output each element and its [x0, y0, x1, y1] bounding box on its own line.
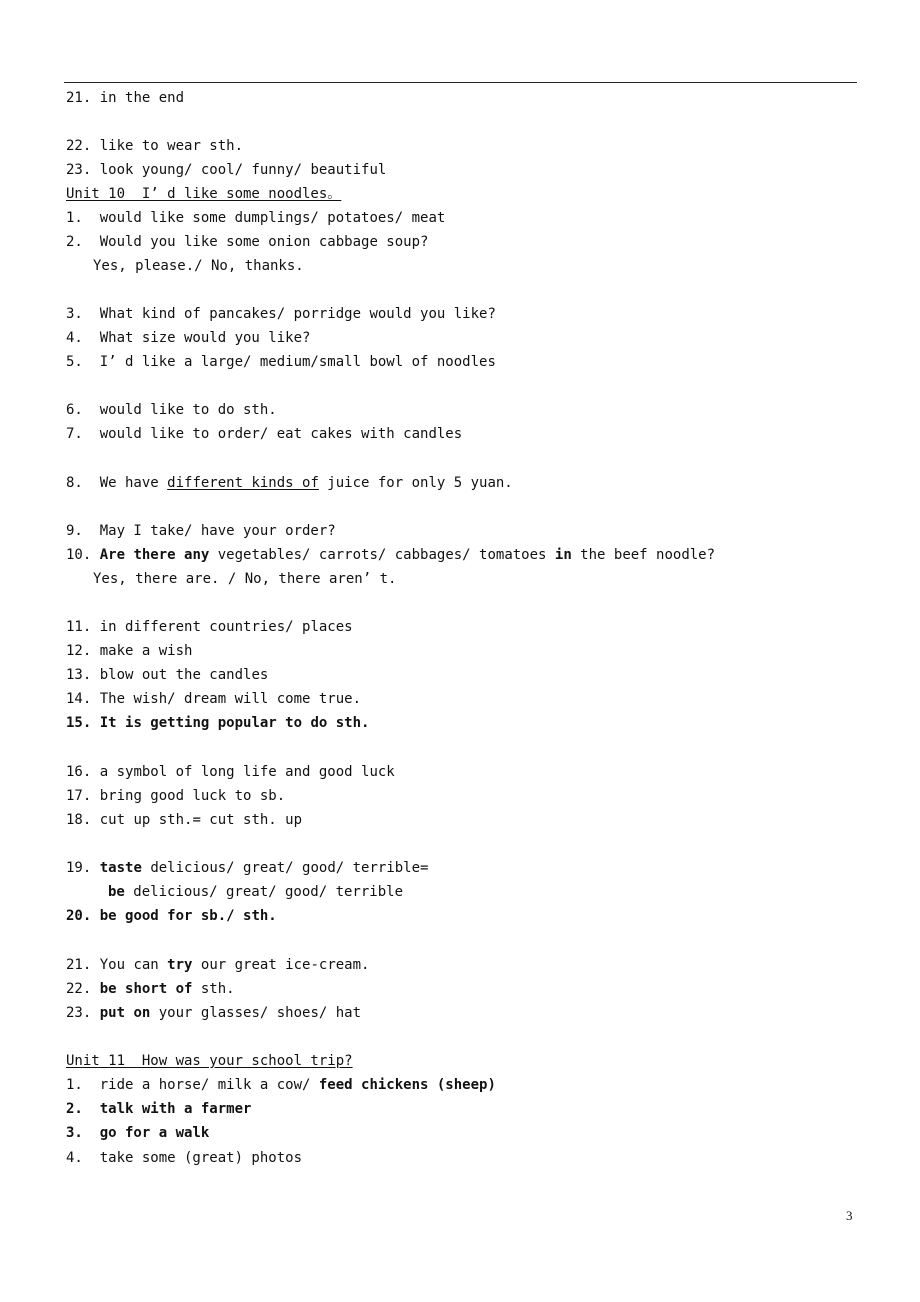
list-item: 9. May I take/ have your order?	[66, 523, 336, 539]
list-item: 19. taste delicious/ great/ good/ terrible=	[66, 860, 429, 876]
list-item: 3. What kind of pancakes/ porridge would you like?	[66, 306, 496, 322]
unit-11-heading: Unit 11 How was your school trip?	[66, 1053, 353, 1069]
list-item: 13. blow out the candles	[66, 667, 269, 683]
list-item: 23. put on your glasses/ shoes/ hat	[66, 1005, 362, 1021]
list-item: 12. make a wish	[66, 643, 193, 659]
list-item: 18. cut up sth.= cut sth. up	[66, 812, 303, 828]
list-item-continuation: be delicious/ great/ good/ terrible	[108, 884, 404, 900]
list-item: 17. bring good luck to sb.	[66, 788, 286, 804]
list-item: 1. ride a horse/ milk a cow/ feed chickens (sheep)	[66, 1077, 496, 1093]
list-item: 2. talk with a farmer	[66, 1101, 252, 1117]
list-item: 22. be short of sth.	[66, 981, 235, 997]
list-item: 14. The wish/ dream will come true.	[66, 691, 362, 707]
list-item: 2. Would you like some onion cabbage soup?	[66, 234, 429, 250]
page-number: 3	[846, 1208, 853, 1223]
header-rule	[64, 82, 857, 83]
list-item: 16. a symbol of long life and good luck	[66, 764, 395, 780]
list-item: 7. would like to order/ eat cakes with candles	[66, 426, 463, 442]
list-item: 22. like to wear sth.	[66, 138, 244, 154]
list-item: 11. in different countries/ places	[66, 619, 353, 635]
list-item: 8. We have different kinds of juice for only 5 yuan.	[66, 475, 513, 491]
list-item: 10. Are there any vegetables/ carrots/ cabbages/ tomatoes in the beef noodle?	[66, 547, 716, 563]
list-item: 23. look young/ cool/ funny/ beautiful	[66, 162, 387, 178]
list-item: 21. You can try our great ice-cream.	[66, 957, 370, 973]
list-item: 1. would like some dumplings/ potatoes/ meat	[66, 210, 446, 226]
list-item: 21. in the end	[66, 90, 185, 106]
list-item: 3. go for a walk	[66, 1125, 210, 1141]
list-item: 4. take some (great) photos	[66, 1150, 303, 1166]
list-item: 20. be good for sb./ sth.	[66, 908, 277, 924]
list-item: 6. would like to do sth.	[66, 402, 277, 418]
list-item: 5. I’ d like a large/ medium/small bowl of noodles	[66, 354, 496, 370]
list-item: 4. What size would you like?	[66, 330, 311, 346]
list-item-reply: Yes, there are. / No, there aren’ t.	[93, 571, 397, 587]
underlined-phrase: different kinds of	[167, 475, 319, 491]
list-item: 15. It is getting popular to do sth.	[66, 715, 370, 731]
list-item-reply: Yes, please./ No, thanks.	[93, 258, 304, 274]
unit-10-heading: Unit 10 I’ d like some noodles。	[66, 186, 342, 202]
